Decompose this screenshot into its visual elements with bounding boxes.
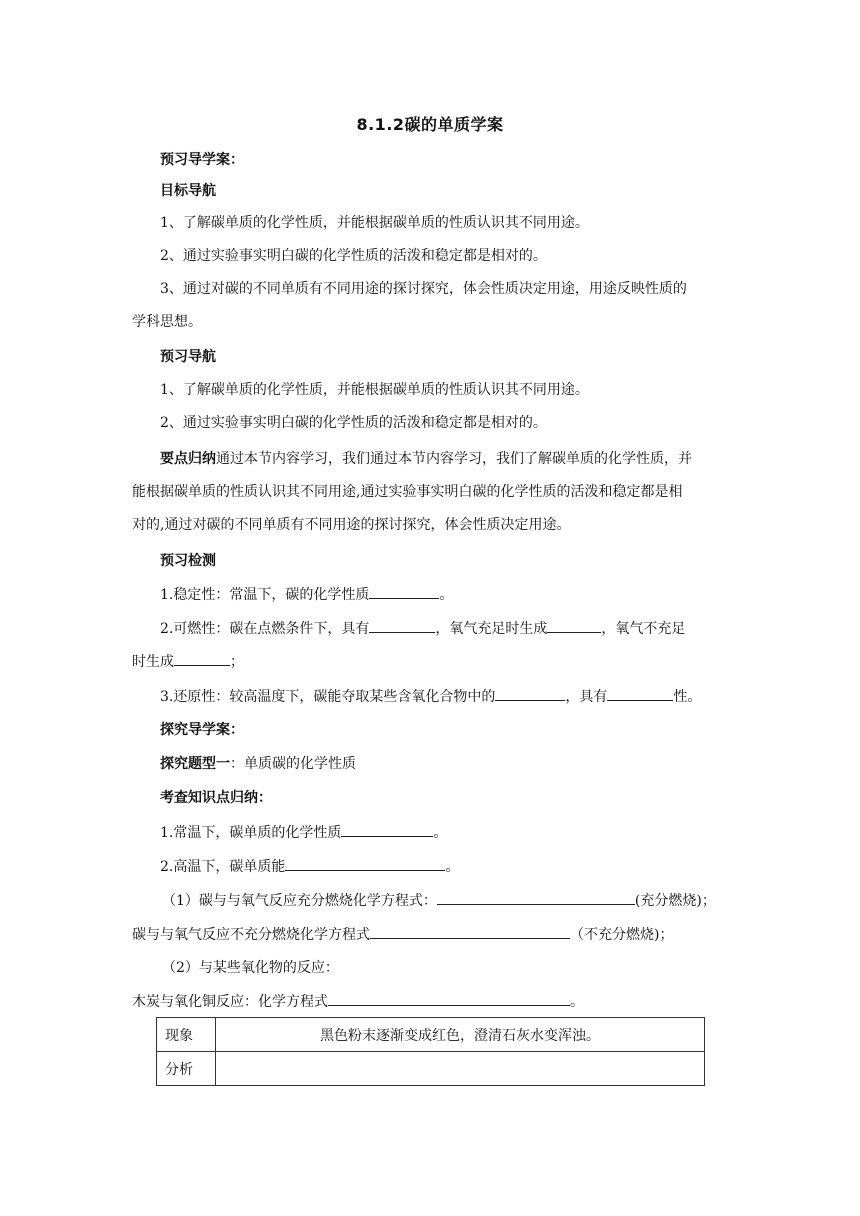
answer-blank[interactable]	[370, 924, 570, 939]
goals-heading: 目标导航	[160, 183, 216, 199]
table-cell-value[interactable]	[216, 1052, 705, 1086]
knowledge-2: 2.高温下，碳单质能 。	[160, 856, 732, 877]
preview-nav-item-1: 1、了解碳单质的化学性质，并能根据碳单质的性质认识其不同用途。	[160, 382, 589, 398]
preview-nav-heading: 预习导航	[160, 349, 216, 365]
goal-item-3: 3、通过对碳的不同单质有不同用途的探讨探究，体会性质决定用途，用途反映性质的	[160, 281, 687, 297]
preview-nav-item-2: 2、通过实验事实明白碳的化学性质的活泼和稳定都是相对的。	[160, 415, 547, 431]
answer-blank[interactable]	[369, 584, 439, 599]
answer-blank[interactable]	[547, 618, 601, 633]
test-q3: 3.还原性：较高温度下，碳能夺取某些含氧化合物中的 ，具有 性。	[160, 686, 732, 707]
explore-heading: 探究导学案：	[160, 722, 244, 738]
knowledge-1: 1.常温下，碳单质的化学性质 。	[160, 822, 732, 843]
knowledge-3: （1）碳与与氧气反应充分燃烧化学方程式： (充分燃烧)；	[162, 890, 762, 911]
explore-type: 探究题型一：单质碳的化学性质	[160, 756, 356, 772]
preview-heading: 预习导学案：	[160, 152, 244, 168]
key-points-line-2: 能根据碳单质的性质认识其不同用途,通过实验事实明白碳的化学性质的活泼和稳定都是相	[132, 484, 683, 500]
answer-blank[interactable]	[174, 651, 230, 666]
answer-blank[interactable]	[369, 618, 435, 633]
table-row	[157, 1052, 705, 1086]
knowledge-5: （2）与某些氧化物的反应：	[162, 960, 339, 976]
table-cell-label: 现象	[157, 1018, 216, 1052]
key-points-line-3: 对的,通过对碳的不同单质有不同用途的探讨探究，体会性质决定用途。	[132, 517, 571, 533]
table-cell-value: 黑色粉末逐渐变成红色，澄清石灰水变浑浊。	[216, 1018, 705, 1052]
goal-item-2: 2、通过实验事实明白碳的化学性质的活泼和稳定都是相对的。	[160, 248, 547, 264]
answer-blank[interactable]	[328, 991, 570, 1006]
key-points-label: 要点归纳	[160, 451, 216, 467]
table-cell-label: 分析	[157, 1052, 216, 1086]
test-q2-cont: 时生成 ；	[132, 651, 732, 672]
knowledge-6: 木炭与氧化铜反应：化学方程式 。	[132, 991, 732, 1012]
goal-item-1: 1、了解碳单质的化学性质，并能根据碳单质的性质认识其不同用途。	[160, 215, 589, 231]
answer-blank[interactable]	[285, 856, 445, 871]
preview-test-heading: 预习检测	[160, 553, 216, 569]
reaction-table	[156, 1017, 705, 1086]
test-q1: 1.稳定性：常温下，碳的化学性质 。	[160, 584, 732, 605]
answer-blank[interactable]	[341, 822, 433, 837]
page-title: 8.1.2碳的单质学案	[356, 115, 504, 134]
knowledge-4: 碳与与氧气反应不充分燃烧化学方程式 （不充分燃烧)；	[132, 924, 732, 945]
table-row	[157, 1018, 705, 1052]
answer-blank[interactable]	[437, 890, 635, 905]
goal-item-3-cont: 学科思想。	[132, 314, 202, 330]
key-points-line-1: 要点归纳通过本节内容学习，我们通过本节内容学习，我们了解碳单质的化学性质，并	[160, 451, 692, 467]
test-q2: 2.可燃性：碳在点燃条件下，具有 ，氧气充足时生成 ，氧气不充足	[160, 618, 732, 639]
knowledge-heading: 考查知识点归纳：	[160, 790, 272, 806]
answer-blank[interactable]	[607, 686, 673, 701]
answer-blank[interactable]	[495, 686, 565, 701]
